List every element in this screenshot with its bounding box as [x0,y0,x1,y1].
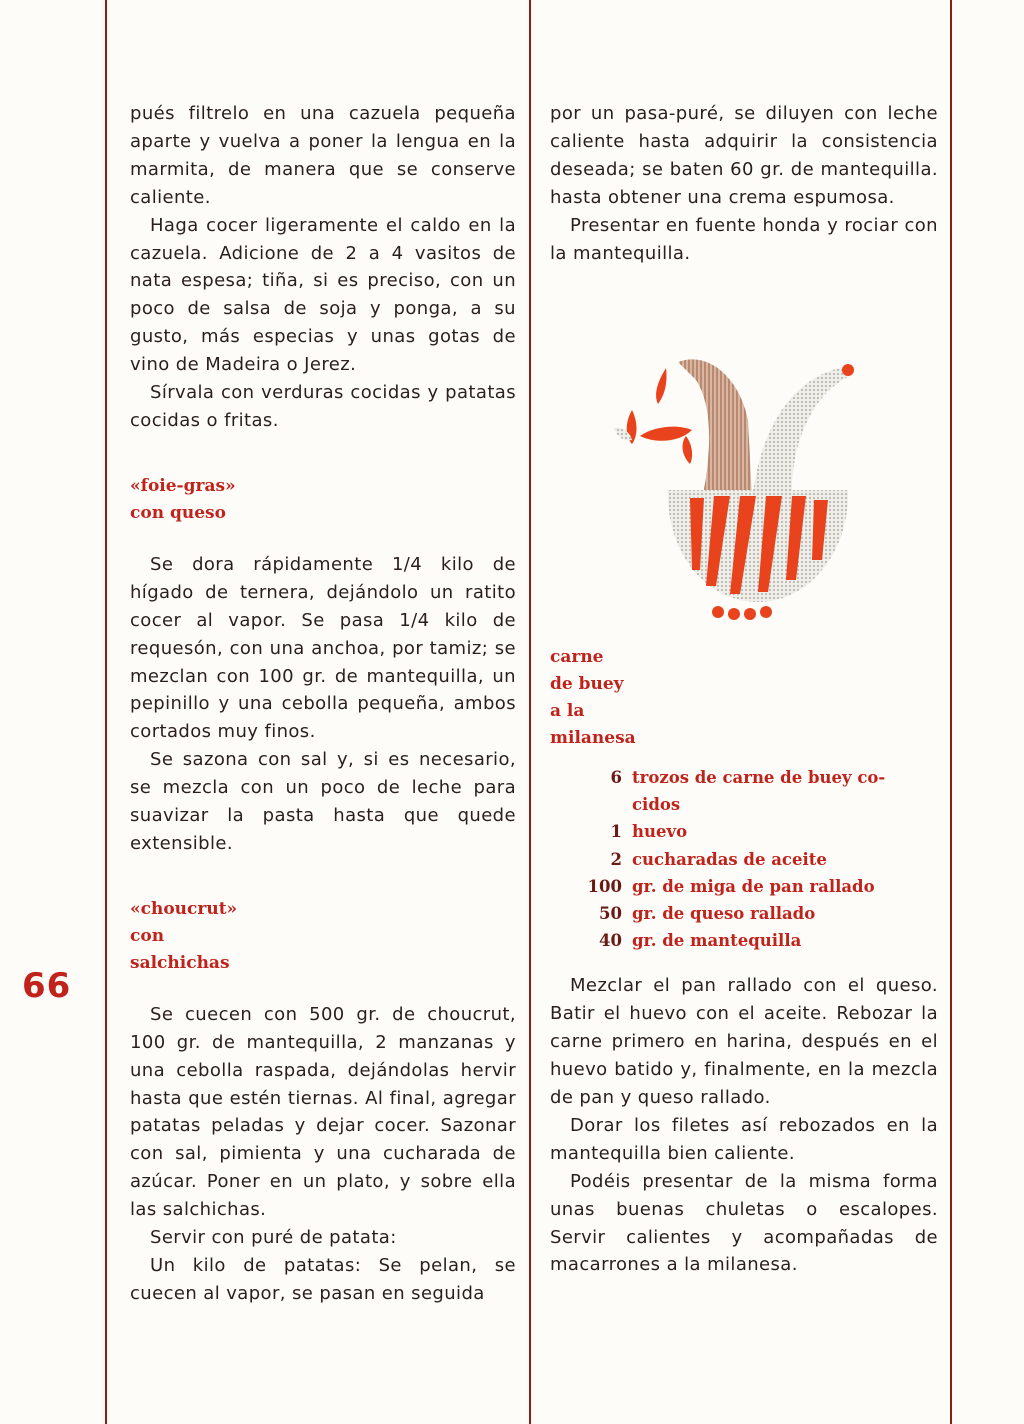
ingredient-qty: 40 [599,931,622,951]
paragraph: pués filtrelo en una cazuela pequeña aparte y vuelva a poner la lengua en la marmita, de manera que se conserve caliente. [130,103,516,208]
recipe-title-choucrut-line2: con [130,925,165,946]
ingredient-qty: 100 [587,876,622,896]
vase-illustration [600,340,870,620]
right-vertical-rule [950,0,952,1424]
ingredient-item [550,927,938,954]
recipe-title-carne-line1: carne [550,647,604,667]
ingredient-item-cont [550,791,938,818]
paragraph: Podéis presentar de la misma forma unas buenas chuletas o escalopes. Servir calientes y acompañadas de macarrones a la milanesa. [550,1170,938,1276]
paragraph: Se cuecen con 500 gr. de choucrut, 100 gr. de mantequilla, 2 manzanas y una cebolla raspada, dejándolas hervir hasta que estén tiernas. Al final, agregar patatas peladas y dejar cocer. Sazonar con sal, pimienta y una cucharada de azúcar. Poner en un plato, y sobre ella las salchichas. [130,1003,516,1221]
paragraph: Presentar en fuente honda y rociar con la mantequilla. [550,214,938,264]
ingredient-text-cont: cidos [632,795,681,815]
ingredient-text: huevo [632,822,688,842]
ingredient-qty: 2 [610,849,622,869]
ingredient-qty: 6 [610,768,622,787]
ingredient-item [550,846,938,873]
paragraph: Dorar los filetes así rebozados en la mantequilla bien caliente. [550,1114,938,1164]
paragraph: Servir con puré de patata: [150,1227,397,1249]
paragraph: Mezclar el pan rallado con el queso. Batir el huevo con el aceite. Rebozar la carne primero en harina, después en el huevo batido y, finalmente, en la mezcla de pan y queso rallado. [550,975,938,1109]
ingredient-text: gr. de queso rallado [632,904,816,924]
left-vertical-rule [105,0,107,1424]
ingredient-item [550,873,938,900]
recipe-title-carne-line3: a la [550,701,585,721]
ingredient-text: gr. de mantequilla [632,931,802,951]
paragraph: Se dora rápidamente 1/4 kilo de hígado de ternera, dejándolo un ratito cocer al vapor. Se pasa 1/4 kilo de requesón, con una anchoa, por tamiz; se mezclan con 100 gr. de mantequilla, un pepinillo y una cebolla pequeña, ambos cortados muy finos. [130,553,516,743]
ingredient-qty: 1 [610,822,622,842]
paragraph: Sírvala con verduras cocidas y patatas cocidas o fritas. [130,382,516,431]
left-column [130,100,516,1308]
recipe-title-choucrut-line1: «choucrut» [130,898,238,919]
right-column [550,100,938,267]
recipe-title-carne-line4: milanesa [550,728,636,748]
center-vertical-rule [529,0,531,1424]
recipe-title-foie-line2: con queso [130,502,226,523]
ingredient-item [550,818,938,845]
ingredient-text: trozos de carne de buey co- [632,768,886,787]
recipe-title-choucrut-line3: salchichas [130,952,230,973]
recipe-title-foie-line1: «foie-gras» [130,475,236,496]
page-number: 66 [22,966,72,1006]
ingredient-text: cucharadas de aceite [632,849,827,869]
recipe-carne-block [550,644,938,1279]
paragraph: Se sazona con sal y, si es necesario, se mezcla con un poco de leche para suavizar la pasta hasta que quede extensible. [130,749,516,854]
paragraph: Un kilo de patatas: Se pelan, se cuecen al vapor, se pasan en seguida [130,1255,516,1304]
ingredient-text: gr. de miga de pan rallado [632,876,875,896]
recipe-title-carne-line2: de buey [550,674,624,694]
ingredient-item [550,900,938,927]
ingredient-qty: 50 [599,904,622,924]
paragraph: Haga cocer ligeramente el caldo en la cazuela. Adicione de 2 a 4 vasitos de nata espesa; tiña, si es preciso, con un poco de salsa de soja y ponga, a su gusto, más especias y unas gotas de vino de Madeira o Jerez. [130,214,516,376]
ingredient-item [550,764,938,791]
ingredient-list [550,764,938,954]
paragraph: por un pasa-puré, se diluyen con leche caliente hasta adquirir la consistencia deseada; se baten 60 gr. de mantequilla. hasta obtener una crema espumosa. [550,103,938,208]
